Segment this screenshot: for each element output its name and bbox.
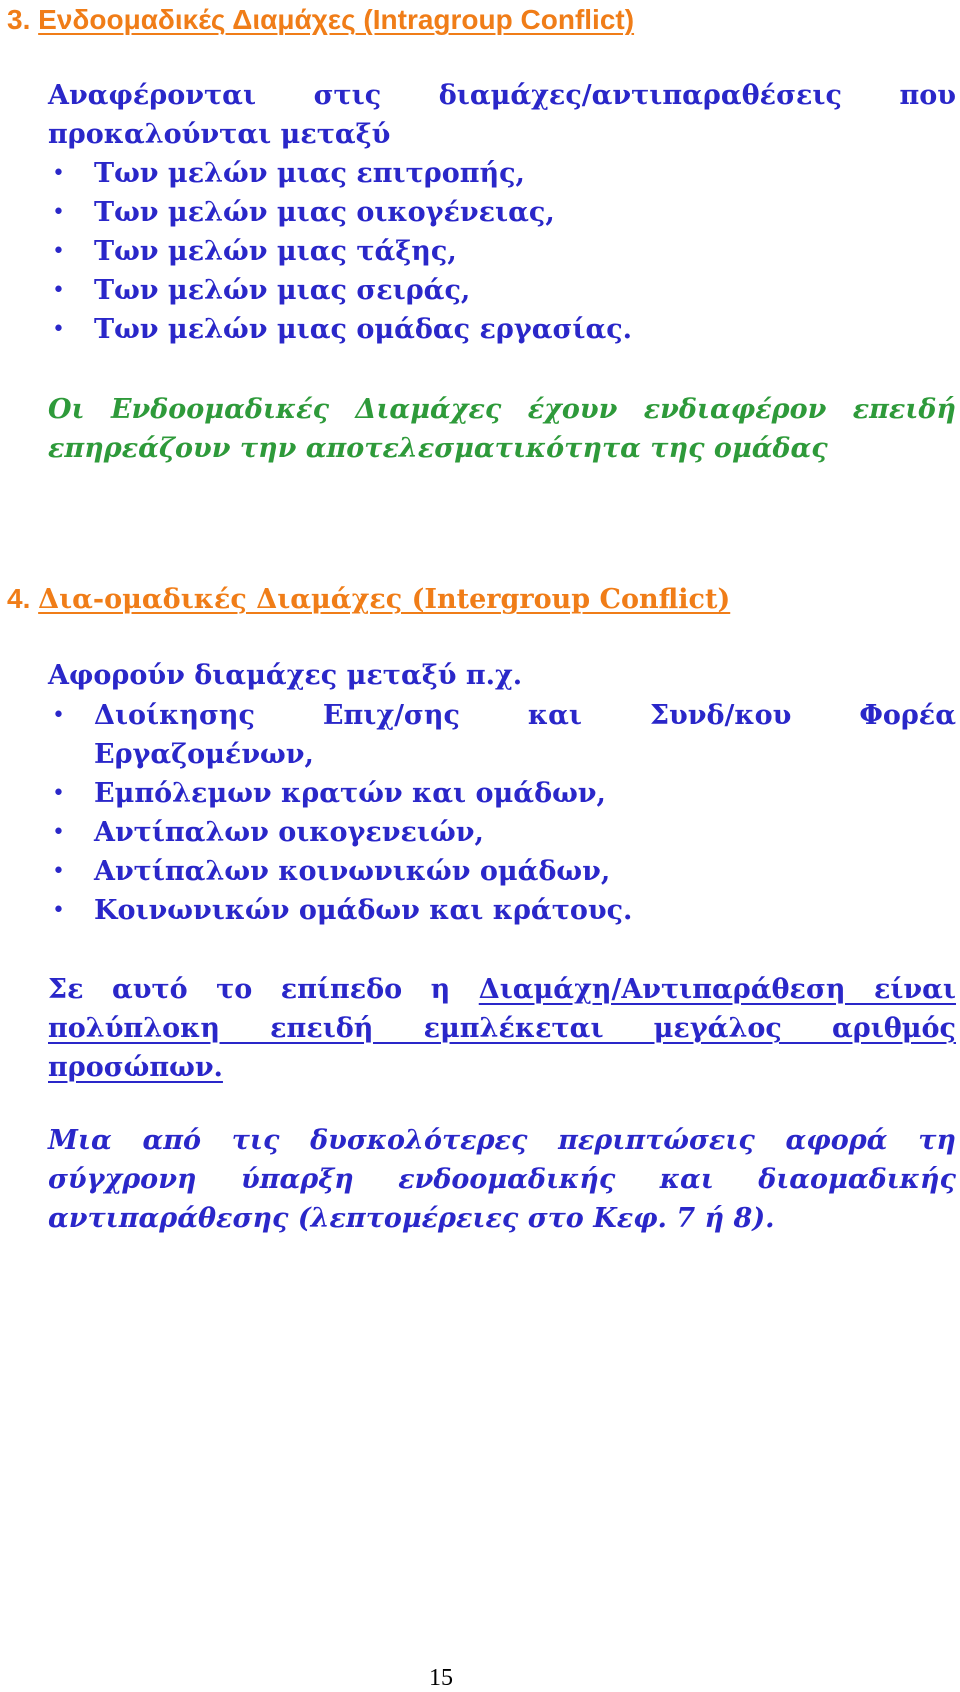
closing-line-2: σύγχρονη ύπαρξη ενδοομαδικής και διαομαδικής	[48, 1164, 956, 1195]
note-line-1: Οι Ενδοομαδικές Διαμάχες έχουν ενδιαφέρον επειδή	[48, 394, 956, 425]
section-3-title: Ενδοομαδικές Διαμάχες (Intragroup Conflict)	[38, 4, 635, 35]
section-4-bullet-list	[48, 696, 956, 930]
section-3-heading	[7, 0, 634, 40]
section-3-intro	[48, 76, 956, 154]
page-number: 15	[429, 1665, 453, 1691]
bullet-icon: •	[52, 239, 65, 264]
closing-line-3: αντιπαράθεσης (λεπτομέρειες στο Κεφ. 7 ή 8).	[48, 1203, 775, 1234]
list-item: • Των μελών μιας σειράς,	[48, 271, 956, 310]
bullet-icon: •	[52, 278, 65, 303]
list-item: • Εμπόλεμων κρατών και ομάδων,	[48, 774, 956, 813]
section-4-title: Δια-ομαδικές Διαμάχες (Intergroup Conflict)	[38, 584, 731, 615]
note-line-2: επηρεάζουν την αποτελεσματικότητα της ομάδας	[48, 433, 828, 464]
bullet-icon: •	[52, 898, 65, 923]
section-4-closing	[48, 1121, 956, 1238]
section-4-number: 4.	[7, 583, 31, 614]
list-item: • Των μελών μιας τάξης,	[48, 232, 956, 271]
bullet-icon: •	[52, 200, 65, 225]
closing-line-1: Μια από τις δυσκολότερες περιπτώσεις αφορά τη	[48, 1125, 956, 1156]
list-item: • Διοίκησης Επιχ/σης και Συνδ/κου Φορέα Εργαζομένων,	[48, 696, 956, 774]
bullet-icon: •	[52, 703, 65, 728]
intro-line-1: Αναφέρονται στις διαμάχες/αντιπαραθέσεις που	[48, 80, 956, 111]
bullet-icon: •	[52, 820, 65, 845]
paragraph-line-3: προσώπων.	[48, 1052, 223, 1083]
list-item: • Αντίπαλων κοινωνικών ομάδων,	[48, 852, 956, 891]
list-item: • Των μελών μιας οικογένειας,	[48, 193, 956, 232]
paragraph-line-2: πολύπλοκη επειδή εμπλέκεται μεγάλος αριθμός	[48, 1013, 956, 1044]
section-4-intro-text: Αφορούν διαμάχες μεταξύ π.χ.	[48, 660, 523, 691]
bullet-icon: •	[52, 859, 65, 884]
paragraph-line-1: Σε αυτό το επίπεδο η Διαμάχη/Αντιπαράθεση είναι	[48, 974, 956, 1005]
list-item: • Των μελών μιας ομάδας εργασίας.	[48, 310, 956, 349]
bullet-icon: •	[52, 161, 65, 186]
section-4-heading	[7, 579, 730, 620]
section-4-intro	[48, 656, 956, 695]
section-3-note	[48, 390, 956, 468]
section-3-bullet-list	[48, 154, 956, 349]
list-item: • Των μελών μιας επιτροπής,	[48, 154, 956, 193]
list-item: • Αντίπαλων οικογενειών,	[48, 813, 956, 852]
bullet-icon: •	[52, 317, 65, 342]
section-4-paragraph	[48, 970, 956, 1087]
list-item: • Κοινωνικών ομάδων και κράτους.	[48, 891, 956, 930]
bullet-icon: •	[52, 781, 65, 806]
intro-line-2: προκαλούνται μεταξύ	[48, 119, 391, 150]
section-3-number: 3.	[7, 4, 31, 35]
